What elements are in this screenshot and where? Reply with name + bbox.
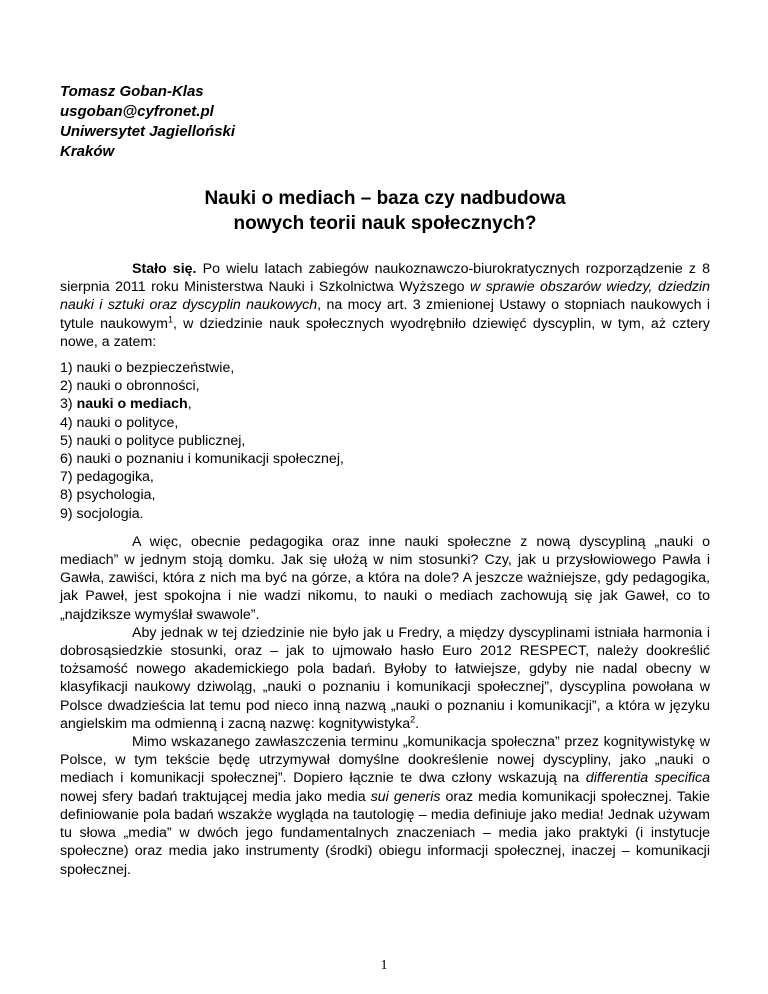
list-item: 5) nauki o polityce publicznej, xyxy=(60,432,246,449)
paragraph-1-lead: Stało się. xyxy=(132,261,197,277)
paragraph-2: A więc, obecnie pedagogika oraz inne nauki społeczne z nową dyscypliną „nauki o mediach” w jednym stoją domku. Jak się ułożą w nim stosunki? Czy, jak u przysłowiowego Pawła i Gawła, zawiści, która z nich ma być na górze, a która na dole? A jeszcze ważniejsze, gdy pedagogika, jak Paweł, jest spokojna i nie wadzi nikomu, to nauki o mediach zachowują się jak Gaweł, co to „najdziksze wymyślał swawole”. xyxy=(60,533,710,623)
title-line-2: nowych teorii nauk społecznych? xyxy=(233,213,537,234)
paragraph-3-text: Aby jednak w tej dziedzinie nie było jak u Fredry, a między dyscyplinami istniała harmonia i dobrosąsiedzkie stosunki, oraz – jak to ujmowało hasło Euro 2012 RESPECT, należy dookreślić tożsamość nowego akademickiego pola badań. Byłoby to łatwiejsze, gdyby nie nadal obecny w klasyfikacji naukowy dziwoląg, „nauki o poznaniu i komunikacji społecznej”, dyscyplina powołana w Polsce dwadzieścia lat temu pod nieco inną nazwą „nauki o poznaniu i komunikacji”, a która w języku angielskim ma odmienną i zacną nazwę: kognitywistyka xyxy=(60,624,710,732)
author-institution: Uniwersytet Jagielloński xyxy=(60,123,236,140)
list-item: 6) nauki o poznaniu i komunikacji społecznej, xyxy=(60,451,344,468)
discipline-list xyxy=(60,359,710,523)
paragraph-4-text-c: oraz media komunikacji społecznej. Takie definiowanie pola badań wszakże wygląda na tautologię – media definiuje jako media! Jednak używam tu słowa „media” w dwóch jego fundamentalnych znaczeniach – media jako praktyki (i instytucje społeczne) oraz media jako instrumenty (środki) obiegu informacji społecznej, inaczej – komunikacji społecznej. xyxy=(60,788,710,878)
footnote-ref-1: 1 xyxy=(167,313,173,324)
title-line-1: Nauki o mediach – baza czy nadbudowa xyxy=(204,188,566,209)
author-block xyxy=(60,82,710,162)
list-item: 2) nauki o obronności, xyxy=(60,378,200,395)
list-item: 9) socjologia. xyxy=(60,505,144,522)
paragraph-1-text-c: , w dziedzinie nauk społecznych wyodrębniło dziewięć dyscyplin, w tym, aż cztery nowe, a zatem: xyxy=(60,315,710,350)
author-name: Tomasz Goban-Klas xyxy=(60,83,204,100)
paragraph-4-text-a: Mimo wskazanego zawłaszczenia terminu „komunikacja społeczna” przez kognitywistykę w Polsce, w tym tekście będę utrzymywał domyślne dookreślenie nowej dyscypliny, jako „nauki o mediach i komunikacji społecznej”. Dopiero łącznie te dwa człony wskazują na xyxy=(60,734,710,787)
list-item: 7) pedagogika, xyxy=(60,469,154,486)
list-item: 8) psychologia, xyxy=(60,487,156,504)
author-city: Kraków xyxy=(60,143,115,160)
paragraph-3-end: . xyxy=(415,715,420,732)
paragraph-1-italic: w sprawie obszarów wiedzy, dziedzin nauki i sztuki oraz dyscyplin naukowych xyxy=(60,279,710,314)
list-item-bold: nauki o mediach xyxy=(76,396,188,413)
paragraph-4-text-b: nowej sfery badań traktującej media jako media xyxy=(60,788,371,805)
paragraph-1-text-a: Po wielu latach zabiegów naukoznawczo-biurokratycznych rozporządzenie z 8 sierpnia 2011 roku Ministerstwa Nauki i Szkolnictwa Wyższego xyxy=(60,261,710,296)
paragraph-4-italic-1: differentia specifica xyxy=(585,770,711,787)
paragraph-1 xyxy=(60,260,710,351)
paragraph-4-italic-2: sui generis xyxy=(370,788,441,805)
page-number: 1 xyxy=(380,958,388,973)
paragraph-1-text-b: , na mocy art. 3 zmienionej Ustawy o stopniach naukowych i tytule naukowym xyxy=(60,297,710,332)
list-item xyxy=(60,395,710,413)
page-content xyxy=(60,82,710,879)
footnote-ref-2: 2 xyxy=(410,714,416,725)
list-item: 1) nauki o bezpieczeństwie, xyxy=(60,360,235,377)
list-item-prefix: 3) xyxy=(60,396,77,413)
paragraph-3 xyxy=(60,624,710,733)
author-email: usgoban@cyfronet.pl xyxy=(60,103,214,120)
paragraph-4 xyxy=(60,733,710,879)
list-item: 4) nauki o polityce, xyxy=(60,414,179,431)
article-title xyxy=(60,186,710,236)
list-item-suffix: , xyxy=(187,396,192,413)
